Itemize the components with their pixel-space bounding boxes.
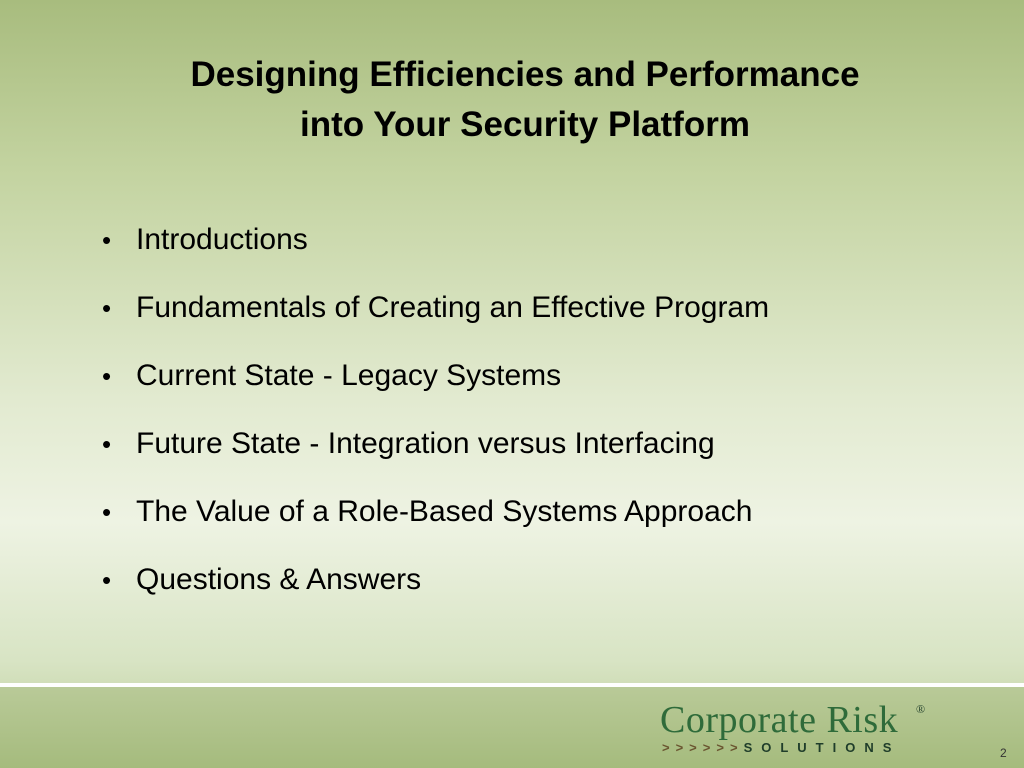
bullet-item [100, 558, 950, 626]
bullet-text: Introductions [136, 223, 308, 256]
logo-tagline [662, 740, 900, 756]
bullet-dot-icon: • [102, 565, 112, 595]
bullet-dot-icon: • [102, 361, 112, 391]
bullet-list [100, 218, 950, 626]
bullet-dot-icon: • [102, 225, 112, 255]
bullet-text: Future State - Integration versus Interfacing [136, 427, 715, 460]
page-number: 2 [1000, 746, 1007, 760]
bullet-text: Current State - Legacy Systems [136, 359, 562, 392]
registered-mark-icon: ® [916, 702, 926, 716]
bullet-item [100, 286, 950, 354]
bullet-item [100, 422, 950, 490]
bullet-item [100, 218, 950, 286]
slide-title-line-2: into Your Security Platform [300, 105, 750, 144]
logo-wordmark: Corporate Risk [660, 699, 899, 741]
bullet-text: The Value of a Role-Based Systems Approach [136, 495, 753, 528]
slide-title [80, 50, 970, 150]
bullet-dot-icon: • [102, 429, 112, 459]
logo-arrows-icon: >>>>>> [662, 740, 744, 755]
bullet-item [100, 354, 950, 422]
corporate-risk-logo [660, 700, 930, 760]
bullet-dot-icon: • [102, 497, 112, 527]
slide-title-line-1: Designing Efficiencies and Performance [190, 55, 860, 94]
bullet-text: Fundamentals of Creating an Effective Program [136, 291, 770, 324]
logo-solutions-text: SOLUTIONS [743, 740, 901, 755]
bullet-dot-icon: • [102, 293, 112, 323]
bullet-item [100, 490, 950, 558]
bullet-text: Questions & Answers [136, 563, 422, 596]
